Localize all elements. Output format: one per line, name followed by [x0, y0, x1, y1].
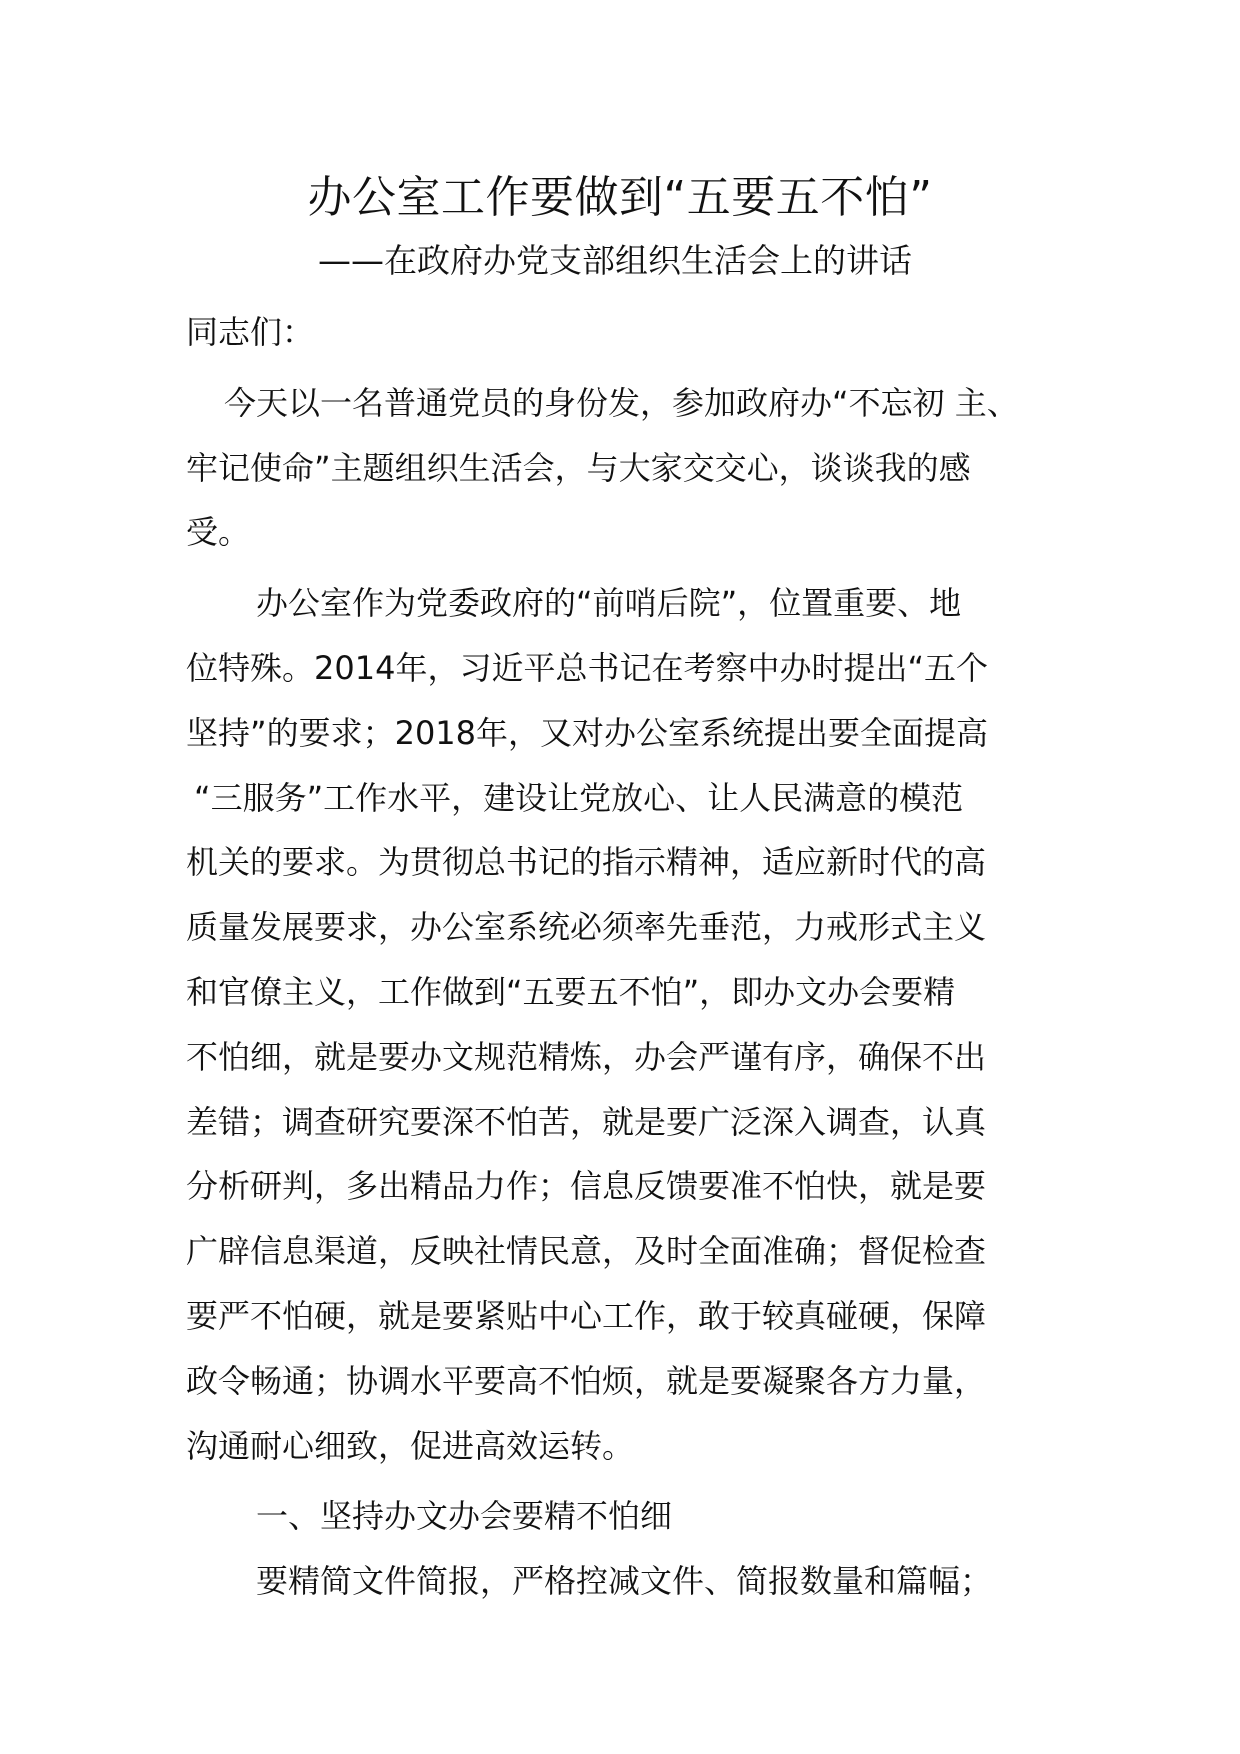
- paragraph-2-line-11: 广辟信息渠道，反映社情民意，及时全面准确；督促检查: [186, 1232, 987, 1271]
- paragraph-2-line-13: 政令畅通；协调水平要高不怕烦，就是要凝聚各方力量，: [186, 1361, 987, 1400]
- paragraph-2-line-12: 要严不怕硬，就是要紧贴中心工作，敢于较真碰硬，保障: [186, 1296, 987, 1335]
- paragraph-2-line-8: 不怕细，就是要办文规范精炼，办会严谨有序，确保不出: [186, 1037, 987, 1076]
- section-heading-1: 一、坚持办文办会要精不怕细: [256, 1497, 673, 1536]
- paragraph-2-line-10: 分析研判，多出精品力作；信息反馈要准不怕快，就是要: [186, 1167, 987, 1206]
- paragraph-2-line-1: 办公室作为党委政府的“前哨后院”，位置重要、地: [256, 584, 962, 623]
- paragraph-2-line-9: 差错；调查研究要深不怕苦，就是要广泛深入调查，认真: [186, 1102, 987, 1141]
- paragraph-2-line-6: 质量发展要求，办公室系统必须率先垂范，力戒形式主义: [186, 908, 987, 947]
- paragraph-2-line-3: 坚持”的要求；2018年，又对办公室系统提出要全面提高: [186, 713, 989, 752]
- salutation: 同志们：: [186, 313, 315, 351]
- paragraph-1-line-3: 受。: [186, 513, 251, 552]
- document-body: [186, 300, 1066, 1614]
- document-title: 办公室工作要做到“五要五不怕”: [307, 172, 933, 223]
- paragraph-1-line-1: 今天以一名普通党员的身份发，参加政府办“不忘初 主、: [224, 383, 1019, 422]
- paragraph-2-line-4: “三服务”工作水平，建设让党放心、让人民满意的模范: [194, 778, 964, 817]
- paragraph-1-line-2: 牢记使命”主题组织生活会，与大家交交心，谈谈我的感: [186, 448, 971, 487]
- paragraph-2-line-2: 位特殊。2014年，习近平总书记在考察中办时提出“五个: [186, 648, 989, 687]
- paragraph-2-line-7: 和官僚主义，工作做到“五要五不怕”，即办文办会要精: [186, 972, 956, 1011]
- document-subtitle: ——在政府办党支部组织生活会上的讲话: [318, 241, 912, 280]
- paragraph-3-line-1: 要精简文件简报，严格控减文件、简报数量和篇幅；: [256, 1562, 993, 1601]
- paragraph-2-line-14: 沟通耐心细致，促进高效运转。: [186, 1426, 635, 1465]
- paragraph-2-line-5: 机关的要求。为贯彻总书记的指示精神，适应新时代的高: [186, 843, 987, 882]
